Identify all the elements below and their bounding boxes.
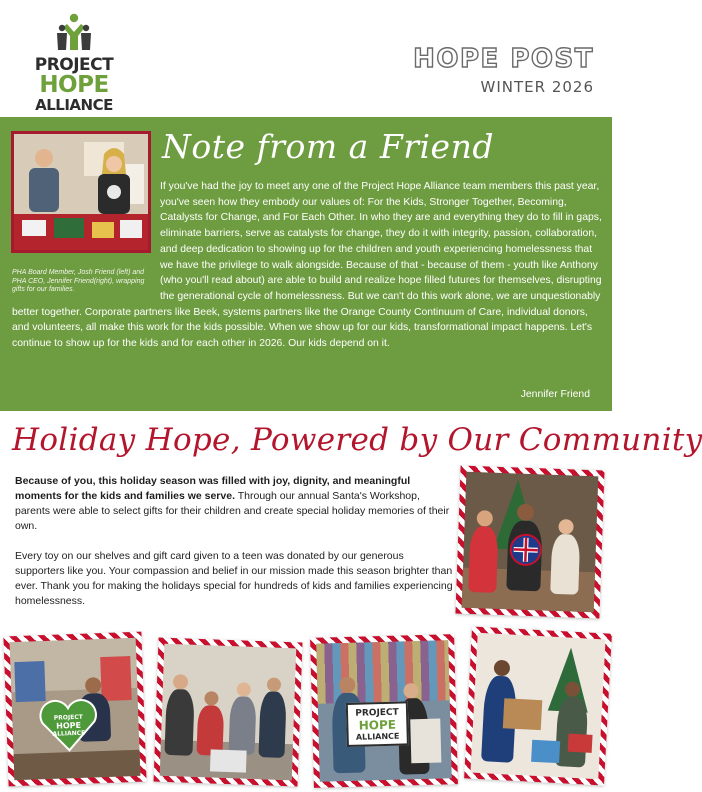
photo-caption: PHA Board Member, Josh Friend (left) and PHA CEO, Jennifer Friend(right), wrapping gifts for our families. [12,269,145,294]
note-body-text: If you've had the joy to meet any one of the Project Hope Alliance team members this past year, you've seen how they embody our values of: For the Kids, Stronger Together, Becoming, Catalysts for Change, and For Each Other. In who they are and everything they do to fill in gaps, eliminate barriers, serve as catalysts for change, they do it with integrity, passion, collaboration, and deep dedication to showing up for the children and youth experiencing homelessness that we have the privilege to walk alongside. Because of that - because of them - youth like Anthony (who you'll read about) are able to build and realize hope filled futures for themselves, disrupting the generational cycle of homelessness. But we can't do this work alone, we are unquestionably better together. Corporate partners like Beek, systems partners like the Orange County Continuum of Care, individual donors, and volunteers, all make this work for the kids possible. When we show up for our kids, transformational impact happens. Let's continue to show up for the kids and for each other in 2026. Our kids depend on it. [12,181,602,350]
note-body [12,179,602,352]
board-sign-line3: ALLIANCE [355,731,400,742]
holiday-paragraph-1-rest: Through our annual Santa's Workshop, parents were able to select gifts for their children and create special holiday memories of their own. [15,490,450,532]
board-sign [346,701,409,747]
holiday-paragraph-1-bold: Because of you, this holiday season was filled with joy, dignity, and meaningful moments for the kids and families we serve. [15,475,411,502]
board-sign-line1: PROJECT [355,707,399,719]
note-heading: Note from a Friend [162,127,494,166]
logo-text-project: PROJECT [34,55,114,75]
logo-figures-icon [54,12,94,52]
newsletter-issue: WINTER 2026 [480,78,594,96]
holiday-text [15,474,455,609]
heart-sign-line3: ALLIANCE [52,729,86,738]
project-hope-alliance-logo [26,12,122,112]
holiday-photo-boxes [464,626,612,785]
holiday-photo-heart-sign [3,632,146,787]
note-section [0,117,612,411]
newsletter-title: HOPE POST [413,44,594,74]
board-sign-line2: HOPE [358,717,397,733]
holiday-heading: Holiday Hope, Powered by Our Community [12,422,702,458]
union-jack-shield-icon [509,533,542,566]
masthead [413,44,594,96]
heart-sign-text [38,713,99,739]
holiday-paragraph-2: Every toy on our shelves and gift card given to a teen was donated by our generous supporters like you. Your compassion and belief in our mission made this season brighter than ever. Thank you for making the holidays special for hundreds of kids and families experiencing homelessness. [15,550,453,607]
holiday-photo-volunteers-tree [455,466,604,619]
logo-text-hope: HOPE [39,72,109,98]
logo-text-alliance: ALLIANCE [35,96,113,114]
holiday-photo-volunteer-group [154,638,303,787]
holiday-photo-board-sign [310,634,458,788]
note-signature: Jennifer Friend [520,389,590,400]
heart-sign-line1: PROJECT [53,713,83,722]
heart-sign-line2: HOPE [56,720,82,731]
holiday-paragraph-1 [15,474,455,534]
